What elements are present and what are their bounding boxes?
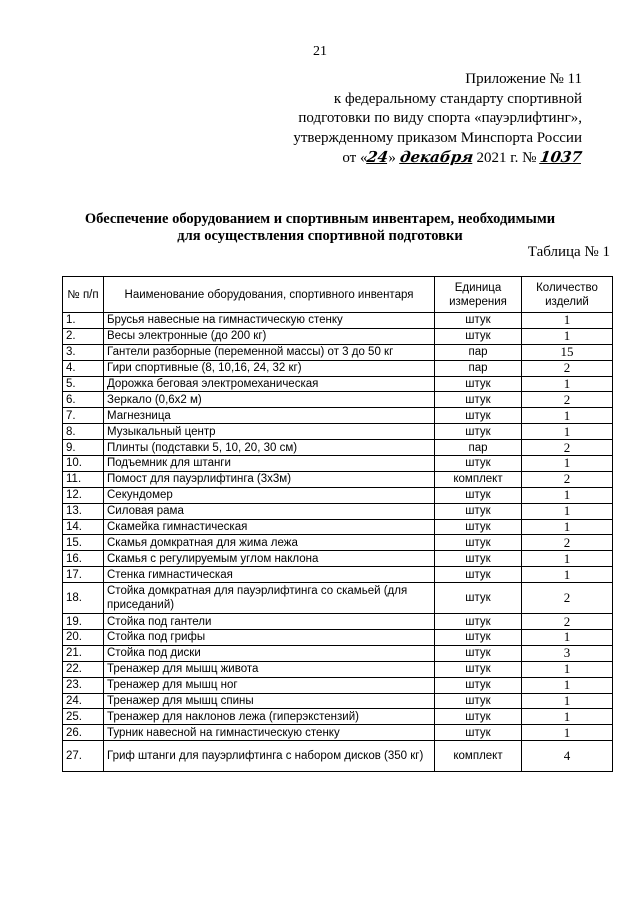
row-name: Плинты (подставки 5, 10, 20, 30 см) bbox=[104, 440, 435, 456]
row-name: Брусья навесные на гимнастическую стенку bbox=[104, 313, 435, 329]
row-name: Тренажер для мышц спины bbox=[104, 693, 435, 709]
row-quantity: 1 bbox=[522, 456, 613, 472]
row-number: 1. bbox=[63, 313, 104, 329]
appendix-line-3: подготовки по виду спорта «пауэрлифтинг», bbox=[298, 110, 582, 126]
row-number: 24. bbox=[63, 693, 104, 709]
row-quantity: 1 bbox=[522, 408, 613, 424]
row-unit: комплект bbox=[435, 471, 522, 487]
row-unit: пар bbox=[435, 360, 522, 376]
appendix-line-2: к федеральному стандарту спортивной bbox=[333, 90, 582, 107]
row-number: 14. bbox=[63, 519, 104, 535]
row-name: Скамья домкратная для жима лежа bbox=[104, 535, 435, 551]
row-name: Магнезница bbox=[104, 408, 435, 424]
date-year: 2021 г. № bbox=[476, 150, 537, 166]
row-quantity: 4 bbox=[522, 741, 613, 772]
row-number: 23. bbox=[63, 677, 104, 693]
row-quantity: 2 bbox=[522, 440, 613, 456]
row-unit: штук bbox=[435, 328, 522, 344]
row-quantity: 2 bbox=[522, 583, 613, 614]
row-number: 4. bbox=[63, 360, 104, 376]
row-unit: штук bbox=[435, 535, 522, 551]
row-quantity: 1 bbox=[522, 661, 613, 677]
row-quantity: 1 bbox=[522, 376, 613, 392]
row-name: Стойка под диски bbox=[104, 645, 435, 661]
row-quantity: 1 bbox=[522, 709, 613, 725]
row-number: 8. bbox=[63, 424, 104, 440]
row-unit: штук bbox=[435, 677, 522, 693]
row-number: 21. bbox=[63, 645, 104, 661]
row-number: 2. bbox=[63, 328, 104, 344]
row-number: 10. bbox=[63, 456, 104, 472]
table-row bbox=[63, 392, 613, 408]
row-quantity: 2 bbox=[522, 471, 613, 487]
row-quantity: 1 bbox=[522, 424, 613, 440]
row-name: Гири спортивные (8, 10,16, 24, 32 кг) bbox=[104, 360, 435, 376]
row-name: Скамья с регулируемым углом наклона bbox=[104, 551, 435, 567]
header-num: № п/п bbox=[63, 277, 104, 313]
table-row bbox=[63, 535, 613, 551]
row-quantity: 1 bbox=[522, 503, 613, 519]
table-row bbox=[63, 677, 613, 693]
table-row bbox=[63, 344, 613, 360]
row-unit: штук bbox=[435, 392, 522, 408]
table-row bbox=[63, 614, 613, 630]
row-unit: штук bbox=[435, 614, 522, 630]
handwritten-day: 24 bbox=[366, 148, 390, 166]
row-unit: штук bbox=[435, 487, 522, 503]
row-quantity: 1 bbox=[522, 725, 613, 741]
table-row bbox=[63, 551, 613, 567]
row-quantity: 2 bbox=[522, 535, 613, 551]
handwritten-order-number: 1037 bbox=[539, 148, 584, 166]
row-quantity: 1 bbox=[522, 567, 613, 583]
handwritten-month: декабря bbox=[398, 148, 475, 166]
row-quantity: 1 bbox=[522, 519, 613, 535]
row-number: 11. bbox=[63, 471, 104, 487]
row-quantity: 1 bbox=[522, 551, 613, 567]
table-label: Таблица № 1 bbox=[527, 244, 610, 260]
row-number: 18. bbox=[63, 583, 104, 614]
table-row bbox=[63, 709, 613, 725]
row-quantity: 1 bbox=[522, 328, 613, 344]
table-row bbox=[63, 456, 613, 472]
row-name: Дорожка беговая электромеханическая bbox=[104, 376, 435, 392]
row-name: Зеркало (0,6х2 м) bbox=[104, 392, 435, 408]
row-number: 6. bbox=[63, 392, 104, 408]
header-qty: Количество изделий bbox=[522, 277, 613, 313]
row-unit: штук bbox=[435, 693, 522, 709]
table-row bbox=[63, 440, 613, 456]
row-quantity: 1 bbox=[522, 487, 613, 503]
row-quantity: 1 bbox=[522, 313, 613, 329]
row-unit: штук bbox=[435, 424, 522, 440]
table-row bbox=[63, 741, 613, 772]
row-number: 15. bbox=[63, 535, 104, 551]
date-quote: » bbox=[388, 150, 396, 166]
row-name: Стойка домкратная для пауэрлифтинга со скамьей (для приседаний) bbox=[104, 583, 435, 614]
title-line-2: для осуществления спортивной подготовки bbox=[177, 228, 463, 244]
row-quantity: 15 bbox=[522, 344, 613, 360]
row-number: 22. bbox=[63, 661, 104, 677]
table-row bbox=[63, 519, 613, 535]
title-line-1: Обеспечение оборудованием и спортивным инвентарем, необходимыми bbox=[84, 211, 556, 227]
row-unit: штук bbox=[435, 551, 522, 567]
row-number: 19. bbox=[63, 614, 104, 630]
row-unit: штук bbox=[435, 408, 522, 424]
row-unit: штук bbox=[435, 503, 522, 519]
row-unit: штук bbox=[435, 630, 522, 646]
table-row bbox=[63, 583, 613, 614]
row-name: Турник навесной на гимнастическую стенку bbox=[104, 725, 435, 741]
row-number: 27. bbox=[63, 741, 104, 772]
row-number: 13. bbox=[63, 503, 104, 519]
row-unit: штук bbox=[435, 376, 522, 392]
row-quantity: 2 bbox=[522, 392, 613, 408]
table-row bbox=[63, 376, 613, 392]
row-quantity: 2 bbox=[522, 614, 613, 630]
row-unit: пар bbox=[435, 344, 522, 360]
appendix-line-4: утвержденному приказом Минспорта России bbox=[293, 129, 582, 146]
row-unit: штук bbox=[435, 709, 522, 725]
table-row bbox=[63, 408, 613, 424]
row-unit: пар bbox=[435, 440, 522, 456]
table-row bbox=[63, 360, 613, 376]
table-row bbox=[63, 725, 613, 741]
row-unit: штук bbox=[435, 583, 522, 614]
row-number: 20. bbox=[63, 630, 104, 646]
table-header-row bbox=[63, 277, 613, 313]
row-quantity: 1 bbox=[522, 693, 613, 709]
table-row bbox=[63, 567, 613, 583]
row-unit: штук bbox=[435, 567, 522, 583]
row-name: Гантели разборные (переменной массы) от 3 до 50 кг bbox=[104, 344, 435, 360]
table-row bbox=[63, 503, 613, 519]
row-name: Тренажер для наклонов лежа (гиперэкстензий) bbox=[104, 709, 435, 725]
header-unit: Единица измерения bbox=[435, 277, 522, 313]
page-number: 21 bbox=[313, 44, 327, 59]
table-row bbox=[63, 487, 613, 503]
row-name: Стенка гимнастическая bbox=[104, 567, 435, 583]
row-name: Гриф штанги для пауэрлифтинга с набором дисков (350 кг) bbox=[104, 741, 435, 772]
row-name: Скамейка гимнастическая bbox=[104, 519, 435, 535]
table-row bbox=[63, 328, 613, 344]
row-quantity: 2 bbox=[522, 360, 613, 376]
appendix-line-1: Приложение № 11 bbox=[465, 71, 582, 87]
row-name: Подъемник для штанги bbox=[104, 456, 435, 472]
row-number: 12. bbox=[63, 487, 104, 503]
table-body bbox=[63, 313, 613, 772]
row-unit: штук bbox=[435, 456, 522, 472]
row-number: 17. bbox=[63, 567, 104, 583]
table-row bbox=[63, 424, 613, 440]
row-number: 25. bbox=[63, 709, 104, 725]
row-number: 26. bbox=[63, 725, 104, 741]
row-name: Тренажер для мышц ног bbox=[104, 677, 435, 693]
equipment-table bbox=[62, 276, 613, 772]
row-number: 7. bbox=[63, 408, 104, 424]
row-name: Весы электронные (до 200 кг) bbox=[104, 328, 435, 344]
table-row bbox=[63, 313, 613, 329]
row-unit: штук bbox=[435, 661, 522, 677]
row-unit: штук bbox=[435, 519, 522, 535]
row-number: 3. bbox=[63, 344, 104, 360]
row-number: 5. bbox=[63, 376, 104, 392]
document-title bbox=[0, 211, 640, 245]
row-unit: комплект bbox=[435, 741, 522, 772]
row-number: 16. bbox=[63, 551, 104, 567]
row-number: 9. bbox=[63, 440, 104, 456]
row-name: Стойка под гантели bbox=[104, 614, 435, 630]
row-quantity: 1 bbox=[522, 630, 613, 646]
row-quantity: 1 bbox=[522, 677, 613, 693]
row-name: Тренажер для мышц живота bbox=[104, 661, 435, 677]
row-unit: штук bbox=[435, 725, 522, 741]
row-unit: штук bbox=[435, 313, 522, 329]
row-name: Музыкальный центр bbox=[104, 424, 435, 440]
table-row bbox=[63, 661, 613, 677]
table-row bbox=[63, 693, 613, 709]
appendix-date-line bbox=[293, 148, 582, 169]
table-row bbox=[63, 645, 613, 661]
row-name: Силовая рама bbox=[104, 503, 435, 519]
row-name: Секундомер bbox=[104, 487, 435, 503]
row-name: Помост для пауэрлифтинга (3х3м) bbox=[104, 471, 435, 487]
row-quantity: 3 bbox=[522, 645, 613, 661]
header-name: Наименование оборудования, спортивного инвентаря bbox=[104, 277, 435, 313]
row-name: Стойка под грифы bbox=[104, 630, 435, 646]
row-unit: штук bbox=[435, 645, 522, 661]
appendix-header bbox=[293, 70, 582, 169]
table-row bbox=[63, 630, 613, 646]
date-prefix: от « bbox=[342, 150, 368, 166]
table-row bbox=[63, 471, 613, 487]
